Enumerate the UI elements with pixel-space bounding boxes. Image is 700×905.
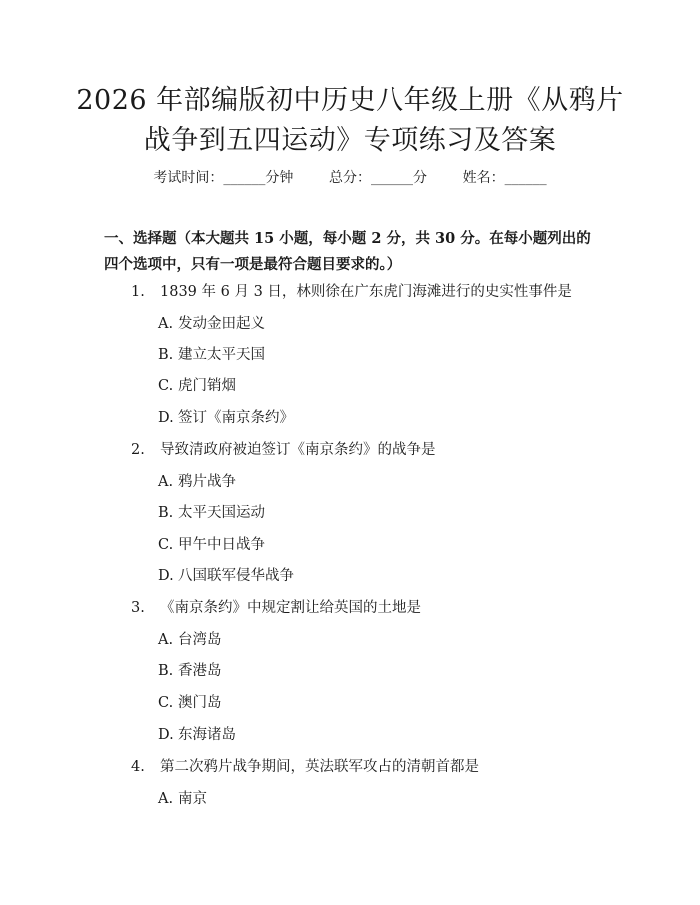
option-text: 香港岛 (178, 663, 222, 679)
option-letter: C. (158, 695, 174, 711)
question-text: 1839 年 6 月 3 日，林则徐在广东虎门海滩进行的史实性事件是 (160, 284, 572, 300)
option-text: 甲午中日战争 (178, 537, 265, 553)
option-letter: B. (158, 663, 174, 679)
question-text: 第二次鸦片战争期间，英法联军攻占的清朝首都是 (160, 759, 479, 775)
question-text: 《南京条约》中规定割让给英国的土地是 (160, 600, 421, 616)
section-header: 一、选择题（本大题共 15 小题，每小题 2 分，共 30 分。在每小题列出的四个选项中，只有一项是最符合题目要求的。） (104, 230, 591, 273)
option-letter: C. (158, 378, 174, 394)
option-text: 建立太平天国 (178, 347, 265, 363)
total-score-field: 总分：______分 (329, 170, 427, 186)
option-text: 发动金田起义 (178, 316, 265, 332)
option-letter: B. (158, 347, 174, 363)
option-text: 南京 (178, 791, 207, 807)
document-title-line1: 2026 年部编版初中历史八年级上册《从鸦片 (76, 85, 624, 116)
option-letter: A. (158, 316, 174, 332)
option-text: 太平天国运动 (178, 505, 265, 521)
option-text: 澳门岛 (178, 695, 222, 711)
question-number: 1. (131, 284, 145, 300)
exam-info (0, 168, 700, 188)
option-text: 台湾岛 (178, 632, 222, 648)
exam-time-field: 考试时间：______分钟 (153, 170, 294, 186)
option-letter: C. (158, 537, 174, 553)
option-letter: D. (158, 727, 174, 743)
option-text: 签订《南京条约》 (178, 410, 294, 426)
option-text: 东海诸岛 (178, 727, 236, 743)
option-text: 虎门销烟 (178, 378, 236, 394)
option-text: 八国联军侵华战争 (178, 568, 294, 584)
name-field: 姓名：______ (462, 170, 547, 186)
question-number: 4. (131, 759, 145, 775)
option-letter: A. (158, 474, 174, 490)
question-text: 导致清政府被迫签订《南京条约》的战争是 (160, 442, 436, 458)
question-number: 3. (131, 600, 145, 616)
option-letter: D. (158, 410, 174, 426)
option-letter: D. (158, 568, 174, 584)
option-text: 鸦片战争 (178, 474, 236, 490)
option-letter: B. (158, 505, 174, 521)
option-letter: A. (158, 791, 174, 807)
document-title-line2: 战争到五四运动》专项练习及答案 (143, 125, 557, 156)
question-number: 2. (131, 442, 145, 458)
option-letter: A. (158, 632, 174, 648)
